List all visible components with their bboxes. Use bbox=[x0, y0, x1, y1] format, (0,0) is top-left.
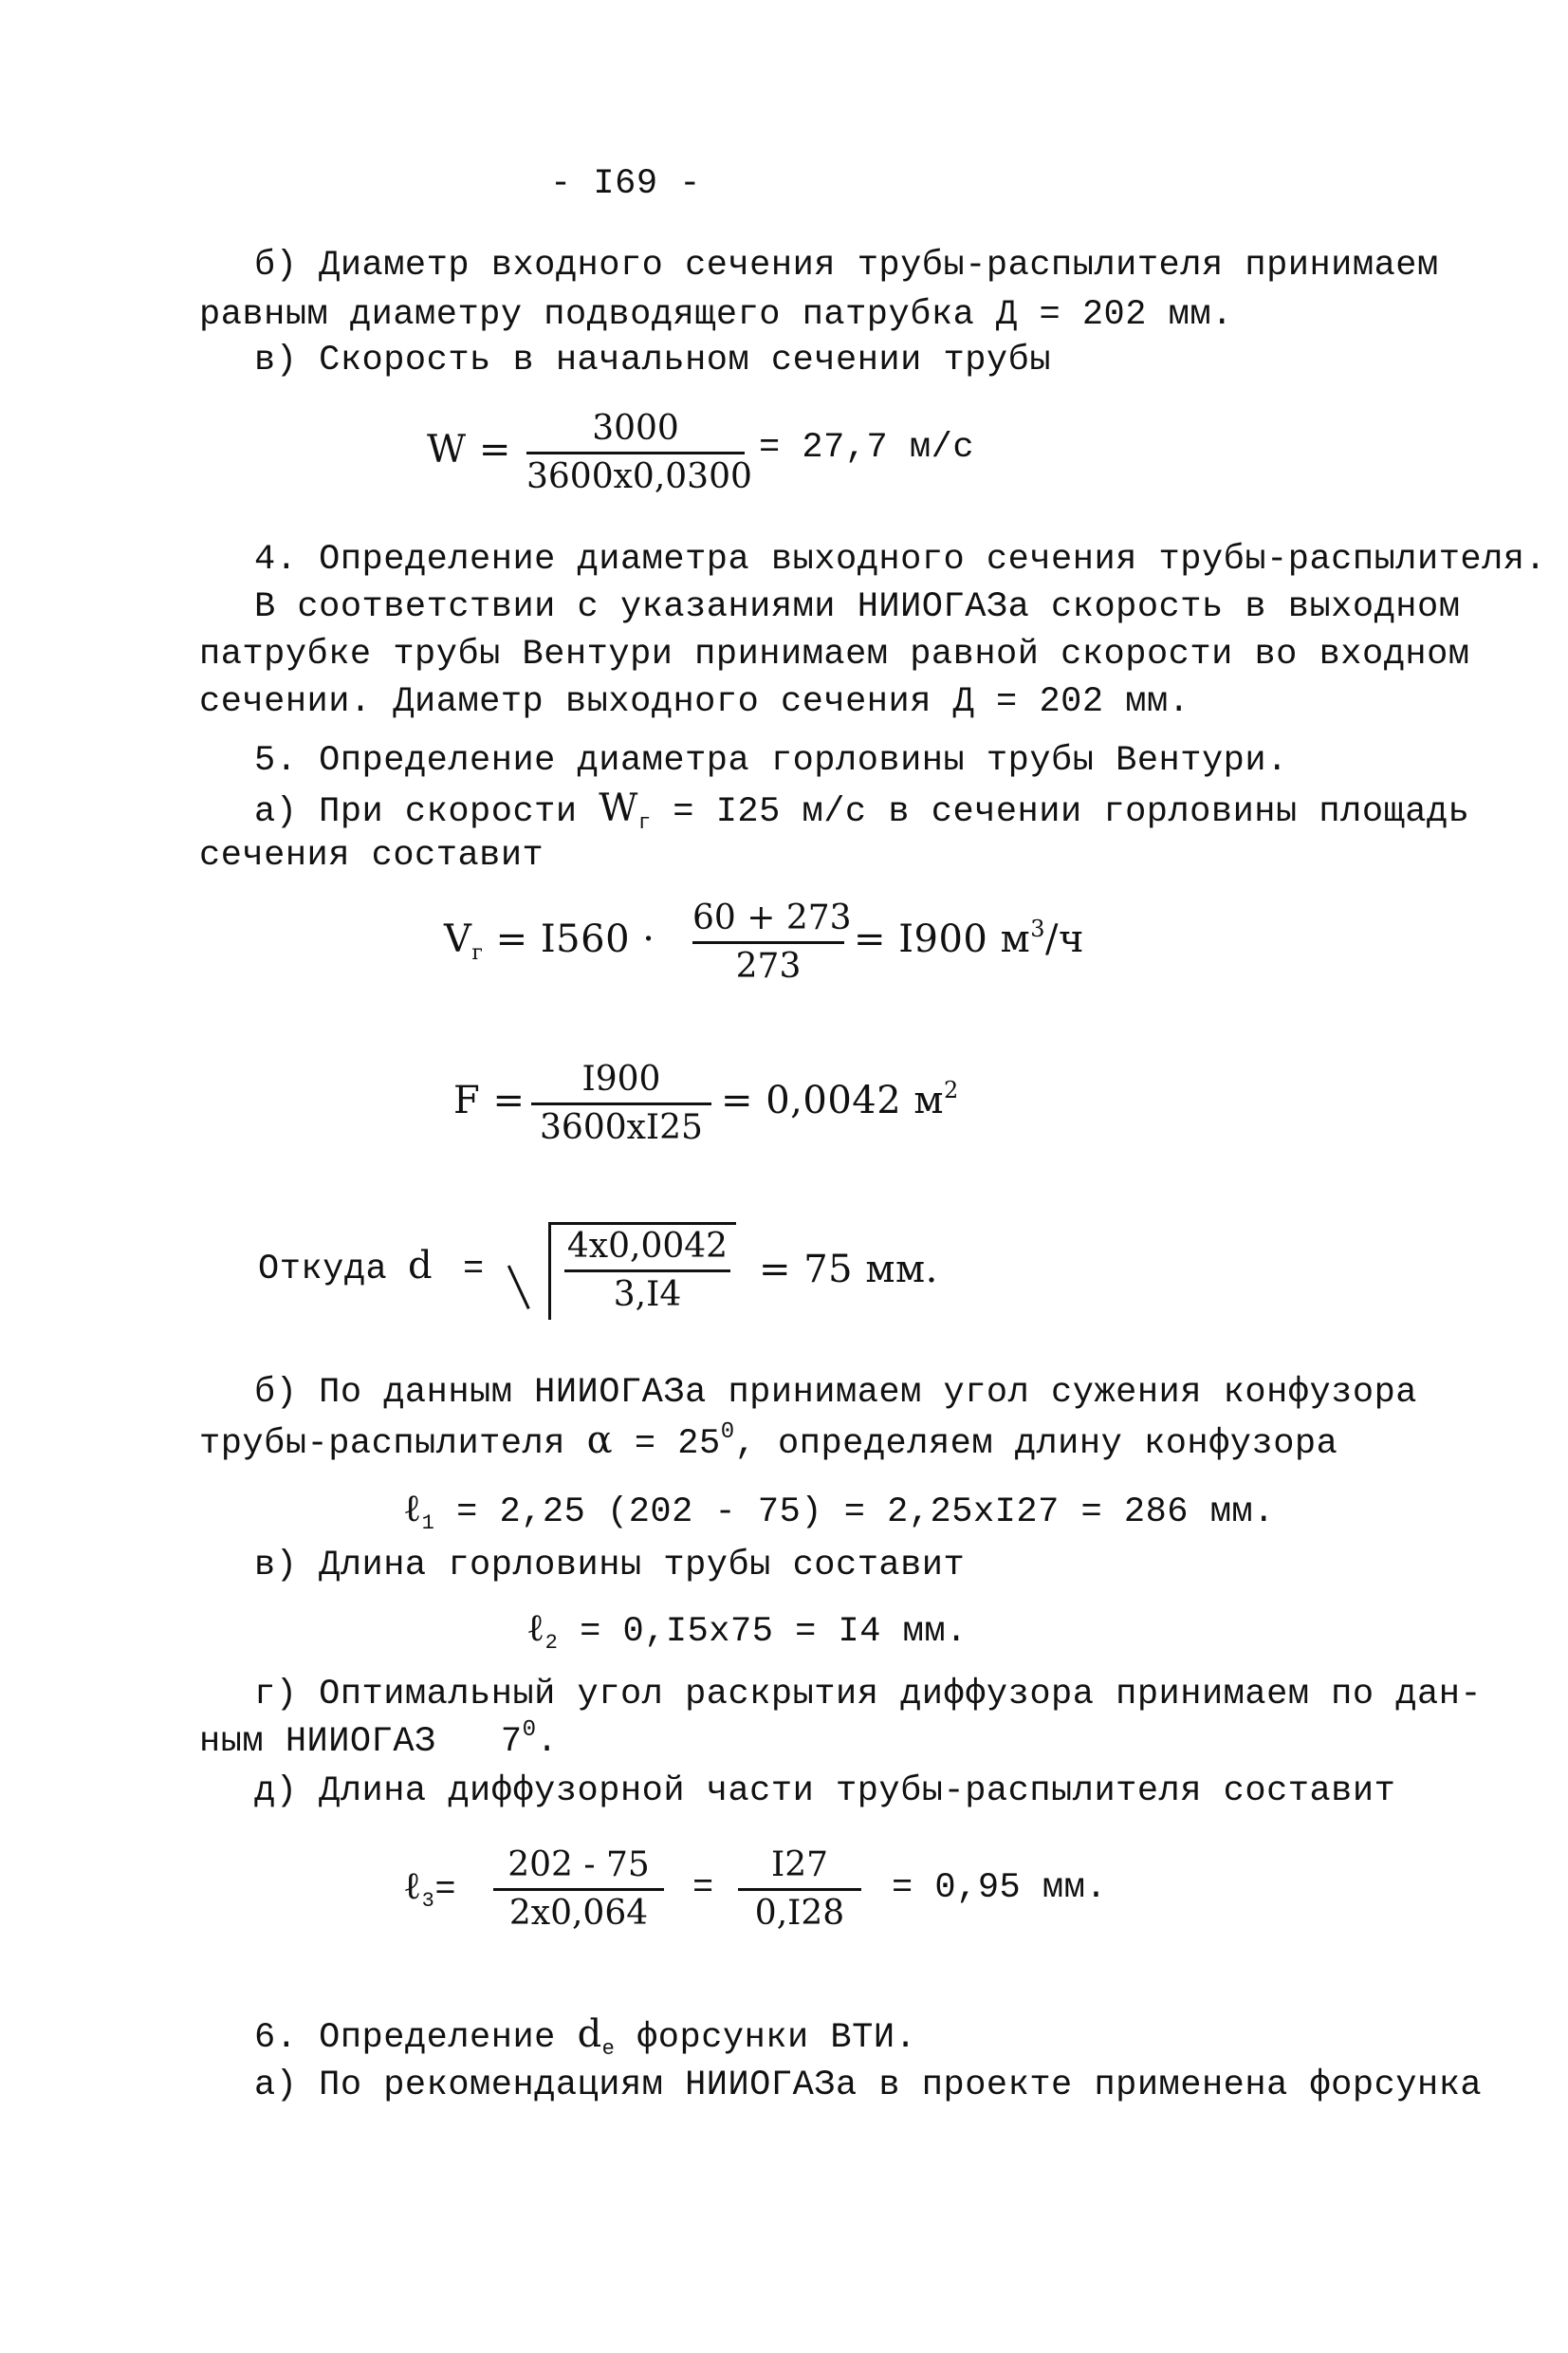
fraction-bar bbox=[531, 1102, 711, 1105]
fraction-bar bbox=[526, 452, 745, 454]
equation-v-lhs-eq: = I560 · bbox=[483, 917, 655, 961]
angle-alpha-symbol: α bbox=[586, 1418, 614, 1462]
equation-l3-numerator-1: 202 - 75 bbox=[507, 1845, 650, 1884]
equation-l1-expression: = 2,25 (202 - 75) = 2,25хI27 = 286 мм. bbox=[434, 1492, 1275, 1532]
page-number: - I69 - bbox=[550, 164, 701, 204]
section-5a-line-2: сечения составит bbox=[199, 836, 544, 876]
equation-w-fraction bbox=[526, 408, 752, 498]
equation-l3-lhs bbox=[403, 1865, 456, 1911]
section-5a-text-start: а) При скорости bbox=[254, 792, 600, 832]
equation-w-numerator: 3000 bbox=[592, 409, 679, 448]
equation-d-fraction bbox=[564, 1226, 730, 1316]
paragraph-5b-text-mid: = 25 bbox=[613, 1424, 721, 1464]
equation-f-rhs bbox=[721, 1077, 959, 1122]
velocity-subscript: г bbox=[637, 811, 652, 835]
paragraph-5g-line-2 bbox=[199, 1717, 559, 1763]
equation-v-rhs bbox=[854, 918, 1084, 960]
fraction-bar bbox=[564, 1269, 730, 1272]
equation-f-lhs: F = bbox=[453, 1079, 526, 1122]
equation-l1 bbox=[403, 1488, 1275, 1533]
section-6-title-end: форсунки ВТИ. bbox=[615, 2018, 917, 2058]
equation-l3-symbol: ℓ bbox=[403, 1864, 422, 1908]
equation-l1-subscript: 1 bbox=[421, 1511, 435, 1535]
equation-v-rhs-end: /ч bbox=[1045, 917, 1084, 961]
paragraph-5v-line-1: в) Длина горловины трубы составит bbox=[254, 1546, 966, 1585]
velocity-symbol: W bbox=[599, 787, 638, 830]
paragraph-5g-text-start: ным НИИОГАЗ 7 bbox=[199, 1722, 523, 1762]
paragraph-5g-text-end: . bbox=[536, 1722, 559, 1762]
equation-d-equals: = bbox=[463, 1250, 485, 1289]
equation-l1-symbol: ℓ bbox=[403, 1487, 422, 1530]
paragraph-5g-line-1: г) Оптимальный угол раскрытия диффузора принимаем по дан- bbox=[254, 1675, 1483, 1714]
equation-w-denominator: 3600х0,0300 bbox=[526, 457, 752, 496]
equation-l3-equals: = bbox=[434, 1870, 457, 1910]
paragraph-5b-text-end: , определяем длину конфузора bbox=[734, 1424, 1338, 1464]
equation-l3-subscript: 3 bbox=[421, 1889, 435, 1913]
equation-v-lhs bbox=[444, 917, 655, 965]
degree-superscript: 0 bbox=[720, 1419, 735, 1445]
equation-v-numerator: 60 + 273 bbox=[692, 899, 852, 937]
equation-l3-denominator-1: 2х0,064 bbox=[508, 1894, 649, 1933]
paragraph-5b-line-2 bbox=[199, 1419, 1337, 1465]
equation-w-lhs: W = bbox=[427, 428, 511, 472]
equation-f-denominator: 3600хI25 bbox=[540, 1108, 703, 1147]
paragraph-5d-line-1: д) Длина диффузорной части трубы-распылителя составит bbox=[254, 1771, 1396, 1811]
section-5a-text-end: = I25 м/с в сечении горловины площадь bbox=[651, 792, 1470, 832]
section-5-title: 5. Определение диаметра горловины трубы Вентури. bbox=[254, 741, 1288, 781]
section-6a-line-1: а) По рекомендациям НИИОГАЗа в проекте применена форсунка bbox=[254, 2066, 1483, 2105]
section-4-line-4: сечении. Диаметр выходного сечения Д = 202 мм. bbox=[199, 682, 1190, 722]
equation-l3-fraction-2 bbox=[738, 1844, 861, 1935]
equation-l2-expression: = 0,I5х75 = I4 мм. bbox=[558, 1612, 968, 1652]
equation-d-label: Откуда bbox=[258, 1250, 388, 1289]
section-4-line-3: патрубке трубы Вентури принимаем равной скорости во входном bbox=[199, 635, 1470, 675]
fraction-bar bbox=[493, 1888, 664, 1891]
equation-l3-fraction-1 bbox=[493, 1844, 664, 1935]
paragraph-b-line-1: б) Диаметр входного сечения трубы-распылителя принимаем bbox=[254, 246, 1439, 286]
paragraph-5b-text-start: трубы-распылителя bbox=[199, 1424, 587, 1464]
paragraph-5b-line-1: б) По данным НИИОГАЗа принимаем угол сужения конфузора bbox=[254, 1373, 1417, 1413]
equation-l2 bbox=[526, 1607, 968, 1653]
section-5a-line-1 bbox=[254, 787, 1469, 833]
equation-l2-subscript: 2 bbox=[544, 1631, 559, 1655]
section-6-subscript: e bbox=[601, 2037, 616, 2061]
fraction-bar bbox=[738, 1888, 861, 1891]
equation-d-symbol: d bbox=[408, 1244, 434, 1288]
equation-w-rhs: = 27,7 м/с bbox=[759, 428, 975, 468]
equation-d-rhs: = 75 мм. bbox=[759, 1248, 938, 1291]
equation-d-denominator: 3,I4 bbox=[613, 1275, 682, 1314]
section-6-title bbox=[254, 2013, 916, 2059]
section-4-line-1: 4. Определение диаметра выходного сечения трубы-распылителя. bbox=[254, 540, 1547, 580]
equation-l3-numerator-2: I27 bbox=[770, 1845, 829, 1884]
section-4-line-2: В соответствии с указаниями НИИОГАЗа скорость в выходном bbox=[254, 587, 1461, 627]
equation-v-denominator: 273 bbox=[735, 947, 802, 986]
section-6-title-start: 6. Определение bbox=[254, 2018, 578, 2058]
equation-l3-rhs: = 0,95 мм. bbox=[892, 1868, 1108, 1908]
equation-v-rhs-sup: 3 bbox=[1030, 916, 1045, 942]
equation-l3-equals-2: = bbox=[692, 1868, 714, 1908]
section-6-symbol: d bbox=[577, 2012, 602, 2056]
equation-f-fraction bbox=[531, 1059, 711, 1149]
fraction-bar bbox=[692, 941, 844, 944]
equation-f-rhs-sup: 2 bbox=[944, 1077, 959, 1103]
equation-l3-denominator-2: 0,I28 bbox=[754, 1894, 845, 1933]
equation-f-rhs-start: = 0,0042 м bbox=[721, 1079, 945, 1122]
equation-v-subscript: г bbox=[471, 941, 484, 965]
equation-v-fraction bbox=[692, 898, 852, 988]
equation-d-numerator: 4х0,0042 bbox=[566, 1227, 729, 1266]
degree-superscript: 0 bbox=[522, 1717, 537, 1743]
equation-v-symbol: V bbox=[444, 917, 472, 961]
paragraph-v-line-1: в) Скорость в начальном сечении трубы bbox=[254, 341, 1052, 380]
equation-l2-symbol: ℓ bbox=[526, 1606, 545, 1650]
equation-v-rhs-start: = I900 м bbox=[854, 917, 1031, 961]
paragraph-b-line-2: равным диаметру подводящего патрубка Д = 202 мм. bbox=[199, 295, 1233, 335]
radical-sign bbox=[507, 1265, 530, 1309]
equation-f-numerator: I900 bbox=[581, 1060, 661, 1099]
